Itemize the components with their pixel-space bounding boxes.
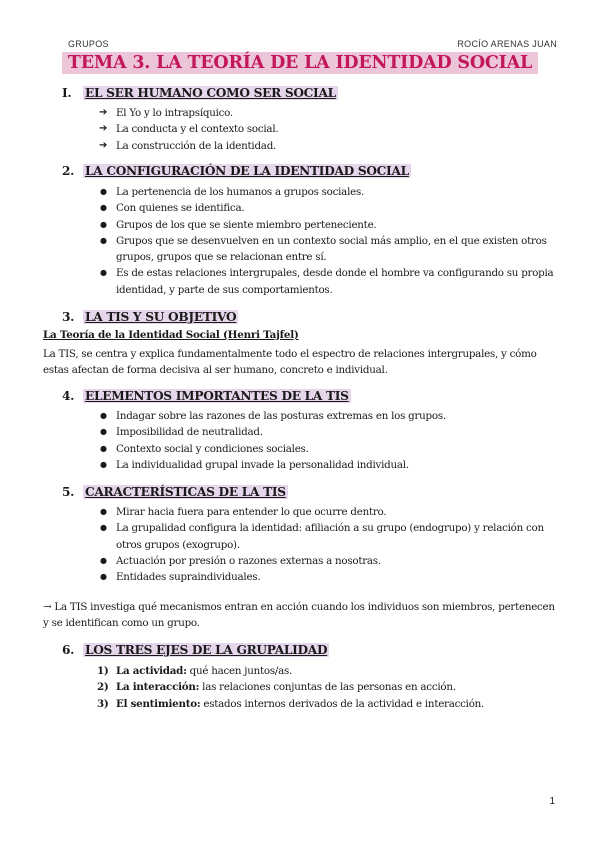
list-item-text: Con quienes se identifica. [116, 202, 245, 215]
bullet-icon: ● [100, 443, 107, 453]
list-item-text: Es de estas relaciones intergrupales, desde donde el hombre va configurando su propia identidad, y parte de sus comportamientos. [116, 267, 554, 296]
list-item [97, 121, 567, 137]
section-3-paragraph: La TIS, se centra y explica fundamentalmente todo el espectro de relaciones intergrupales, y cómo estas afectan de forma decisiva al ser humano, concreto e individual. [43, 348, 537, 377]
bullet-icon: ● [100, 219, 107, 229]
list-item-text: El Yo y lo intrapsíquico. [116, 107, 233, 119]
list-item-text: estados internos derivados de la actividad e interacción. [200, 697, 485, 710]
list-item [97, 217, 567, 233]
list-item [97, 520, 567, 553]
section-5-list [97, 504, 567, 585]
list-item [97, 441, 567, 457]
section-4-title: ELEMENTOS IMPORTANTES DE LA TIS [84, 389, 349, 403]
bullet-icon: ● [100, 268, 107, 278]
bullet-icon: ● [100, 555, 107, 565]
list-item [97, 457, 567, 473]
section-2-list [97, 184, 567, 298]
list-item-text: La grupalidad configura la identidad: afiliación a su grupo (endogrupo) y relación con otros grupos (exogrupo). [116, 522, 544, 551]
list-item-text: Imposibilidad de neutralidad. [116, 426, 263, 439]
bullet-icon: ● [100, 187, 107, 196]
list-item [97, 504, 567, 520]
list-item [97, 679, 567, 695]
list-item-text: qué hacen juntos/as. [186, 665, 293, 677]
section-1-title: EL SER HUMANO COMO SER SOCIAL [84, 86, 336, 100]
section-5-number: 5. [62, 485, 75, 499]
list-item [97, 553, 567, 569]
list-item-text: La construcción de la identidad. [116, 139, 277, 152]
section-6-list [97, 663, 567, 712]
section-5-note: → La TIS investiga qué mecanismos entran en acción cuando los individuos son miembros, pertenecen y se identifican como un grupo. [43, 601, 555, 630]
list-item-text: La individualidad grupal invade la personalidad individual. [116, 458, 409, 471]
list-item-term: La interacción: [116, 681, 200, 694]
list-item [97, 105, 567, 121]
list-item [97, 663, 567, 679]
header-course: GRUPOS [68, 39, 109, 49]
arrow-icon: ➔ [99, 123, 108, 135]
list-item-text: las relaciones conjuntas de las personas en acción. [199, 681, 456, 694]
section-2-title: LA CONFIGURACIÓN DE LA IDENTIDAD SOCIAL [84, 164, 409, 178]
bullet-icon: ● [100, 523, 107, 533]
header-author: ROCÍO ARENAS JUAN [457, 39, 557, 49]
section-3-subheading: La Teoría de la Identidad Social (Henri Tajfel) [43, 329, 299, 341]
list-item-text: La conducta y el contexto social. [116, 123, 279, 136]
section-4-list [97, 408, 567, 473]
list-number: 1) [97, 665, 109, 677]
section-1-list [97, 105, 567, 154]
list-item [97, 424, 567, 440]
bullet-icon: ● [100, 459, 107, 469]
bullet-icon: ● [100, 411, 107, 420]
arrow-icon: ➔ [99, 139, 108, 151]
list-item-text: Grupos de los que se siente miembro perteneciente. [116, 218, 377, 231]
section-5-title: CARACTERÍSTICAS DE LA TIS [84, 485, 286, 499]
list-number: 3) [97, 697, 109, 710]
list-item [97, 569, 567, 585]
bullet-icon: ● [100, 427, 107, 437]
section-4-number: 4. [62, 389, 75, 403]
section-4-heading [62, 389, 351, 403]
bullet-icon: ● [100, 572, 107, 582]
list-item [97, 200, 567, 216]
list-item [97, 265, 567, 298]
list-item-term: La actividad: [116, 665, 187, 677]
list-item-text: Mirar hacia fuera para entender lo que ocurre dentro. [116, 506, 387, 518]
section-1-heading [62, 86, 338, 100]
list-item-text: Contexto social y condiciones sociales. [116, 442, 309, 455]
list-item [97, 408, 567, 424]
bullet-icon: ● [100, 507, 107, 516]
title-block [0, 52, 600, 74]
list-item-text: Grupos que se desenvuelven en un contexto social más amplio, en el que existen otros grupos, grupos que se relacionan entre sí. [116, 234, 547, 264]
list-item [97, 233, 567, 266]
arrow-icon: ➔ [99, 107, 108, 118]
list-item-text: Entidades supraindividuales. [116, 571, 261, 584]
list-item-text: Indagar sobre las razones de las posturas extremas en los grupos. [116, 410, 446, 422]
list-item [97, 184, 567, 200]
list-item-text: Actuación por presión o razones externas a nosotras. [116, 554, 381, 567]
list-item [97, 138, 567, 154]
section-2-number: 2. [62, 164, 75, 178]
section-6-title: LOS TRES EJES DE LA GRUPALIDAD [84, 643, 328, 657]
section-3-number: 3. [62, 310, 75, 324]
list-item-text: La pertenencia de los humanos a grupos sociales. [116, 186, 365, 198]
list-item [97, 696, 567, 712]
section-1-number: I. [62, 86, 72, 100]
list-item-term: El sentimiento: [116, 697, 201, 710]
section-3-title: LA TIS Y SU OBJETIVO [84, 310, 237, 324]
section-5-heading [62, 485, 288, 499]
section-6-number: 6. [62, 643, 75, 657]
page-number: 1 [549, 796, 555, 807]
bullet-icon: ● [100, 235, 107, 245]
section-6-heading [62, 643, 329, 657]
bullet-icon: ● [100, 203, 107, 213]
page-title: TEMA 3. LA TEORÍA DE LA IDENTIDAD SOCIAL [62, 52, 538, 74]
list-number: 2) [97, 681, 109, 694]
section-2-heading [62, 164, 411, 178]
section-3-heading [62, 310, 238, 324]
